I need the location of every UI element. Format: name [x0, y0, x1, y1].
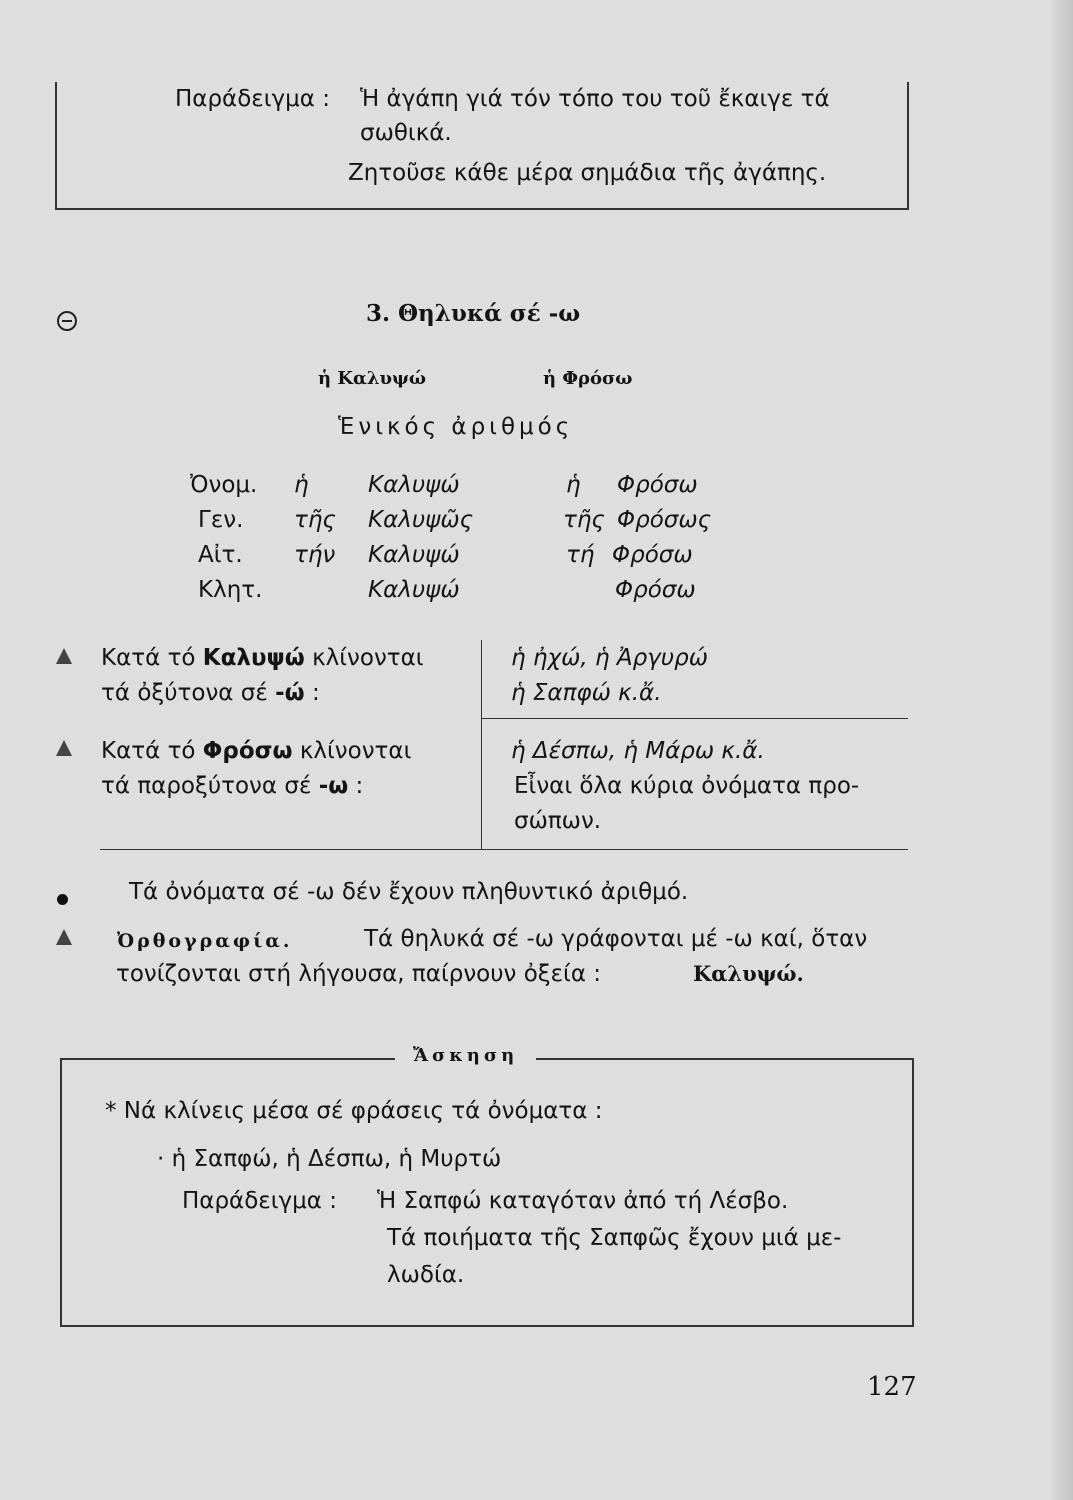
article-2: τῆς	[563, 507, 605, 533]
rule-kalypso-example-1: ἡ ἠχώ, ἡ Ἀργυρώ	[511, 645, 708, 671]
bullet-dot-icon	[57, 894, 68, 905]
exercise-title: Ἄσκηση	[395, 1045, 536, 1066]
section-title: 3. Θηλυκά σέ -ω	[366, 300, 581, 327]
rules-divider-vertical	[481, 640, 482, 850]
exercise-example-label: Παράδειγμα :	[182, 1188, 337, 1214]
case-label: Ὀνομ.	[190, 472, 258, 498]
exercise-example-1: Ἡ Σαπφώ καταγόταν ἀπό τή Λέσβο.	[377, 1188, 789, 1214]
case-label: Γεν.	[198, 507, 244, 533]
article-1: ἡ	[294, 472, 309, 498]
rules-divider-bottom	[100, 849, 908, 850]
triangle-marker-icon	[56, 740, 72, 756]
orthography-example: Καλυψώ.	[693, 961, 804, 986]
case-label: Κλητ.	[198, 577, 263, 603]
column-header-kalypso: ἡ Καλυψώ	[318, 368, 427, 389]
noun-2: Φρόσω	[617, 472, 698, 498]
page-edge-shadow	[1051, 0, 1073, 1500]
example-line-3: Ζητοῦσε κάθε μέρα σημάδια τῆς ἀγάπης.	[348, 160, 827, 186]
plural-note: Τά ὀνόματα σέ -ω δέν ἔχουν πληθυντικό ἀριθμό.	[129, 879, 689, 905]
theta-marker-icon	[57, 311, 77, 331]
rule-froso-example-2: Εἶναι ὅλα κύρια ὀνόματα προ-	[514, 773, 860, 799]
noun-1: Καλυψώ	[368, 577, 460, 603]
orthography-text-2: τονίζονται στή λήγουσα, παίρνουν ὀξεία :	[116, 961, 602, 987]
article-2: τή	[566, 542, 595, 568]
example-line-1: Ἡ ἀγάπη γιά τόν τόπο του τοῦ ἔκαιγε τά	[360, 86, 830, 112]
number-header: Ἑνικός ἀριθμός	[338, 414, 574, 440]
rule-kalypso-line-2: τά ὀξύτονα σέ -ώ :	[101, 680, 320, 706]
exercise-instruction: * Νά κλίνεις μέσα σέ φράσεις τά ὀνόματα :	[105, 1098, 603, 1124]
triangle-marker-icon	[56, 648, 72, 664]
article-1: τῆς	[294, 507, 336, 533]
case-label: Αἰτ.	[198, 542, 243, 568]
noun-2: Φρόσω	[615, 577, 696, 603]
rule-froso-example-1: ἡ Δέσπω, ἡ Μάρω κ.ἄ.	[511, 738, 765, 764]
rule-kalypso-line-1: Κατά τό Καλυψώ κλίνονται	[101, 645, 424, 671]
noun-1: Καλυψώ	[368, 472, 460, 498]
rule-kalypso-example-2: ἡ Σαπφώ κ.ἄ.	[511, 680, 662, 706]
exercise-example-2: Τά ποιήματα τῆς Σαπφῶς ἔχουν μιά με-	[387, 1225, 842, 1251]
orthography-text-1: Τά θηλυκά σέ -ω γράφονται μέ -ω καί, ὅταν	[364, 926, 868, 952]
rule-froso-line-2: τά παροξύτονα σέ -ω :	[101, 773, 364, 799]
noun-1: Καλυψῶς	[368, 507, 474, 533]
triangle-marker-icon	[56, 929, 72, 945]
orthography-label: Ὀρθογραφία.	[117, 930, 293, 952]
article-1: τήν	[294, 542, 336, 568]
article-2: ἡ	[566, 472, 581, 498]
rules-divider-horizontal	[481, 718, 908, 719]
rule-froso-example-3: σώπων.	[514, 808, 602, 834]
rule-froso-line-1: Κατά τό Φρόσω κλίνονται	[101, 738, 412, 764]
exercise-noun-list: · ἡ Σαπφώ, ἡ Δέσπω, ἡ Μυρτώ	[157, 1146, 502, 1172]
exercise-example-3: λωδία.	[387, 1262, 465, 1288]
column-header-froso: ἡ Φρόσω	[543, 368, 633, 389]
noun-2: Φρόσω	[612, 542, 693, 568]
noun-2: Φρόσως	[617, 507, 712, 533]
example-label: Παράδειγμα :	[175, 86, 330, 112]
noun-1: Καλυψώ	[368, 542, 460, 568]
page-number: 127	[867, 1372, 917, 1402]
example-line-2: σωθικά.	[360, 120, 452, 146]
